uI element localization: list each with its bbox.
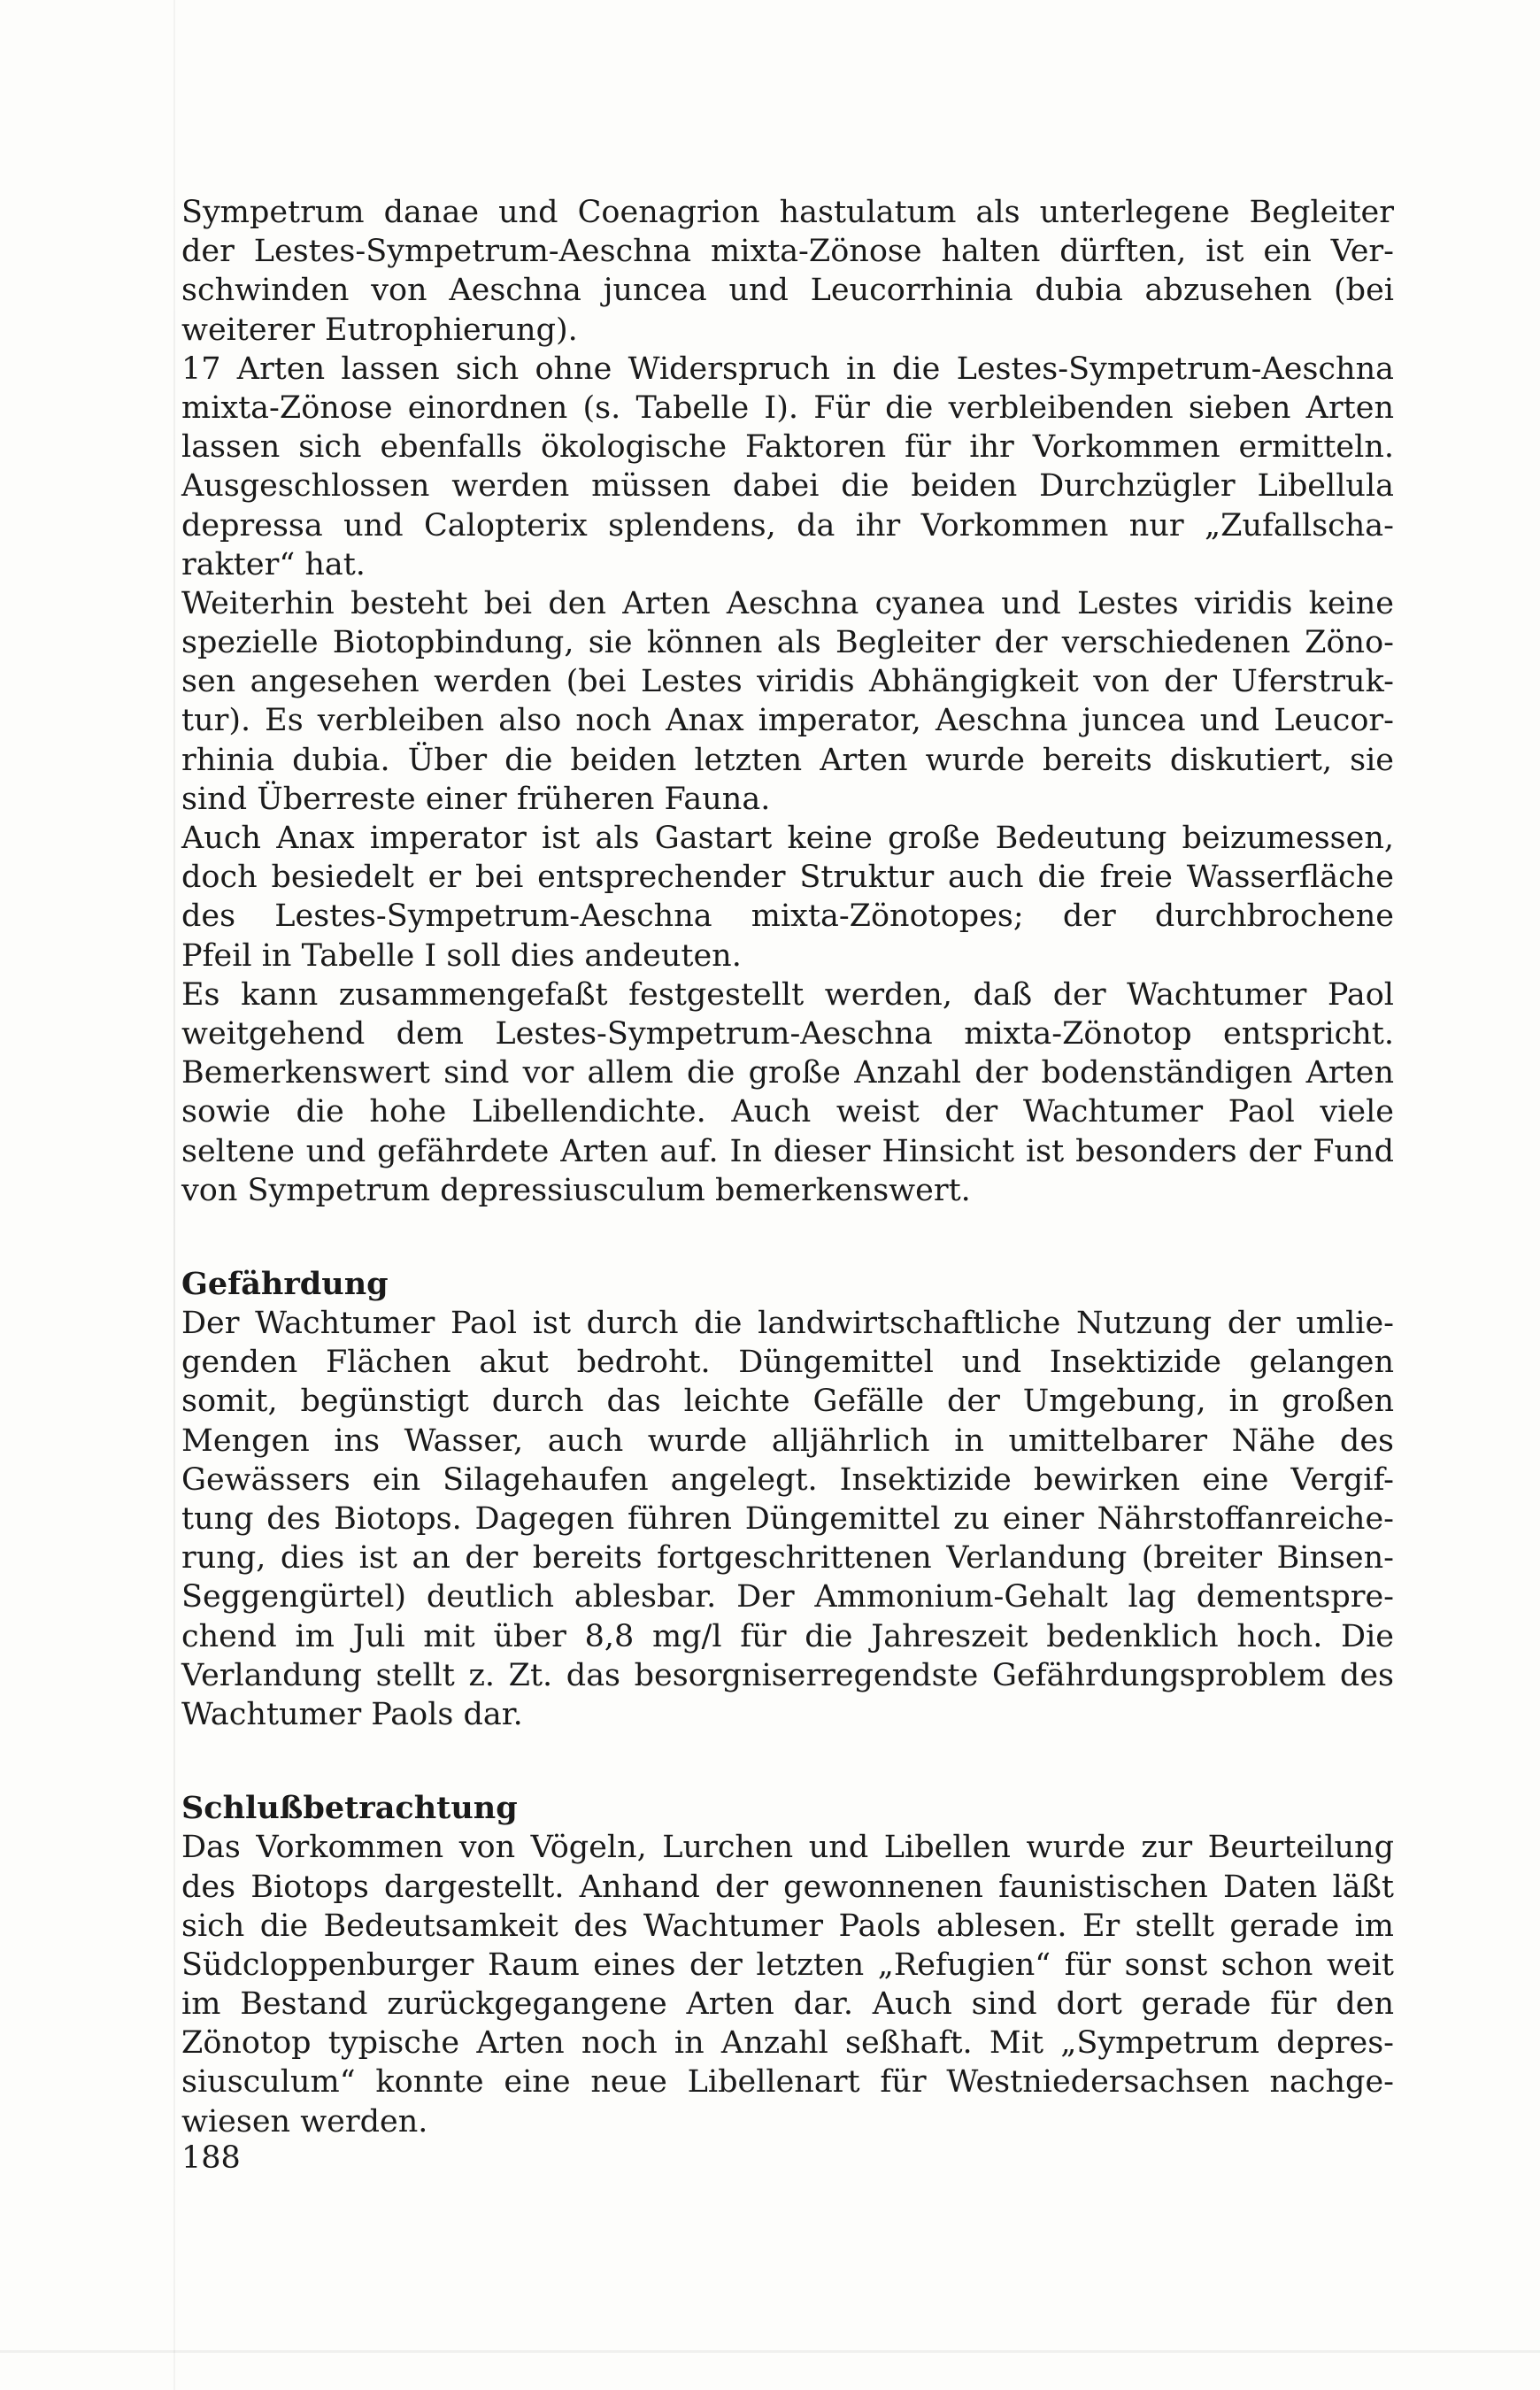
text-line: lassen sich ebenfalls ökologische Faktoren für ihr Vorkommen ermitteln.: [181, 429, 1394, 466]
text-line: des Biotops dargestellt. Anhand der gewonnenen faunistischen Daten läßt: [181, 1869, 1394, 1905]
text-line: doch besiedelt er bei entsprechender Struktur auch die freie Wasserfläche: [181, 860, 1394, 896]
text-line: Zönotop typische Arten noch in Anzahl seßhaft. Mit „Sympetrum depres-: [181, 2025, 1394, 2062]
text-line: Es kann zusammengefaßt festgestellt werden, daß der Wachtumer Paol: [181, 976, 1394, 1013]
text-line: Sympetrum danae und Coenagrion hastulatum als unterlegene Begleiter: [181, 195, 1394, 230]
text-line: sowie die hohe Libellendichte. Auch weist der Wachtumer Paol viele: [181, 1094, 1394, 1130]
text-line: Bemerkenswert sind vor allem die große Anzahl der bodenständigen Arten: [181, 1055, 1394, 1091]
text-line: weiterer Eutrophierung).: [181, 312, 578, 348]
paragraph: [181, 975, 1394, 1210]
text-line: tur). Es verbleiben also noch Anax imperator, Aeschna juncea und Leucor-: [181, 703, 1394, 739]
text-line: im Bestand zurückgegangene Arten dar. Auch sind dort gerade für den: [181, 1986, 1394, 2023]
text-line: 17 Arten lassen sich ohne Widerspruch in die Lestes-Sympetrum-Aeschna: [181, 351, 1394, 387]
text-line: seltene und gefährdete Arten auf. In dieser Hinsicht ist besonders der Fund: [181, 1133, 1394, 1169]
section-gefaehrdung: [181, 1265, 1394, 1734]
scan-fold-shadow: [173, 0, 175, 2390]
text-line: rung, dies ist an der bereits fortgeschrittenen Verlandung (breiter Binsen-: [181, 1540, 1394, 1577]
text-line: somit, begünstigt durch das leichte Gefälle der Umgebung, in großen: [181, 1384, 1394, 1420]
section-heading: Schlußbetrachtung: [181, 1790, 518, 1827]
scan-bottom-edge: [0, 2350, 1540, 2353]
text-line: rakter“ hat.: [181, 546, 366, 582]
text-line: Gewässers ein Silagehaufen angelegt. Insektizide bewirken eine Vergif-: [181, 1461, 1394, 1498]
text-line: Verlandung stellt z. Zt. das besorgniserregendste Gefährdungsproblem des: [181, 1657, 1394, 1693]
text-line: sich die Bedeutsamkeit des Wachtumer Paols ablesen. Er stellt gerade im: [181, 1908, 1394, 1944]
text-line: der Lestes-Sympetrum-Aeschna mixta-Zönose halten dürften, ist ein Ver-: [181, 234, 1394, 270]
text-line: Der Wachtumer Paol ist durch die landwirtschaftliche Nutzung der umlie-: [181, 1306, 1394, 1342]
text-line: Wachtumer Paols dar.: [181, 1696, 523, 1732]
text-line: weitgehend dem Lestes-Sympetrum-Aeschna mixta-Zönotop entspricht.: [181, 1015, 1394, 1052]
text-line: wiesen werden.: [181, 2103, 428, 2139]
text-line: Seggengürtel) deutlich ablesbar. Der Ammonium-Gehalt lag dementspre-: [181, 1579, 1394, 1615]
text-line: Das Vorkommen von Vögeln, Lurchen und Libellen wurde zur Beurteilung: [181, 1830, 1394, 1866]
section-spacer: [181, 1734, 1394, 1789]
text-line: rhinia dubia. Über die beiden letzten Arten wurde bereits diskutiert, sie: [181, 742, 1394, 778]
paragraph: [181, 193, 1394, 350]
text-line: sind Überreste einer früheren Fauna.: [181, 781, 771, 817]
paragraph: [181, 350, 1394, 584]
text-line: Pfeil in Tabelle I soll dies andeuten.: [181, 937, 742, 974]
text-line: schwinden von Aeschna juncea und Leucorrhinia dubia abzusehen (bei: [181, 273, 1394, 309]
text-line: Auch Anax imperator ist als Gastart keine große Bedeutung beizumessen,: [181, 821, 1394, 856]
text-line: Ausgeschlossen werden müssen dabei die beiden Durchzügler Libellula: [181, 468, 1394, 505]
text-line: von Sympetrum depressiusculum bemerkenswert.: [181, 1172, 971, 1208]
text-line: depressa und Calopterix splendens, da ihr Vorkommen nur „Zufallscha-: [181, 507, 1394, 544]
text-line: mixta-Zönose einordnen (s. Tabelle I). Für die verbleibenden sieben Arten: [181, 389, 1394, 426]
text-line: spezielle Biotopbindung, sie können als Begleiter der verschiedenen Zöno-: [181, 625, 1394, 661]
text-line: siusculum“ konnte eine neue Libellenart für Westniedersachsen nachge-: [181, 2064, 1394, 2101]
page-number: 188: [181, 2140, 241, 2176]
text-line: sen angesehen werden (bei Lestes viridis Abhängigkeit von der Uferstruk-: [181, 664, 1394, 700]
section-heading: Gefährdung: [181, 1265, 389, 1302]
section-spacer: [181, 1210, 1394, 1265]
text-line: Mengen ins Wasser, auch wurde alljährlich in umittelbarer Nähe des: [181, 1422, 1394, 1459]
text-line: Südcloppenburger Raum eines der letzten „Refugien“ für sonst schon weit: [181, 1947, 1394, 1983]
section-schlussbetrachtung: [181, 1789, 1394, 2141]
text-line: genden Flächen akut bedroht. Düngemittel und Insektizide gelangen: [181, 1345, 1394, 1381]
paragraph: [181, 584, 1394, 819]
text-line: chend im Juli mit über 8,8 mg/l für die Jahreszeit bedenklich hoch. Die: [181, 1618, 1394, 1654]
text-line: des Lestes-Sympetrum-Aeschna mixta-Zönotopes; der durchbrochene: [181, 898, 1394, 935]
text-line: Weiterhin besteht bei den Arten Aeschna cyanea und Lestes viridis keine: [181, 585, 1394, 621]
text-line: tung des Biotops. Dagegen führen Düngemittel zu einer Nährstoffanreiche-: [181, 1501, 1394, 1537]
body-text: [181, 193, 1394, 2141]
paragraph: [181, 819, 1394, 975]
